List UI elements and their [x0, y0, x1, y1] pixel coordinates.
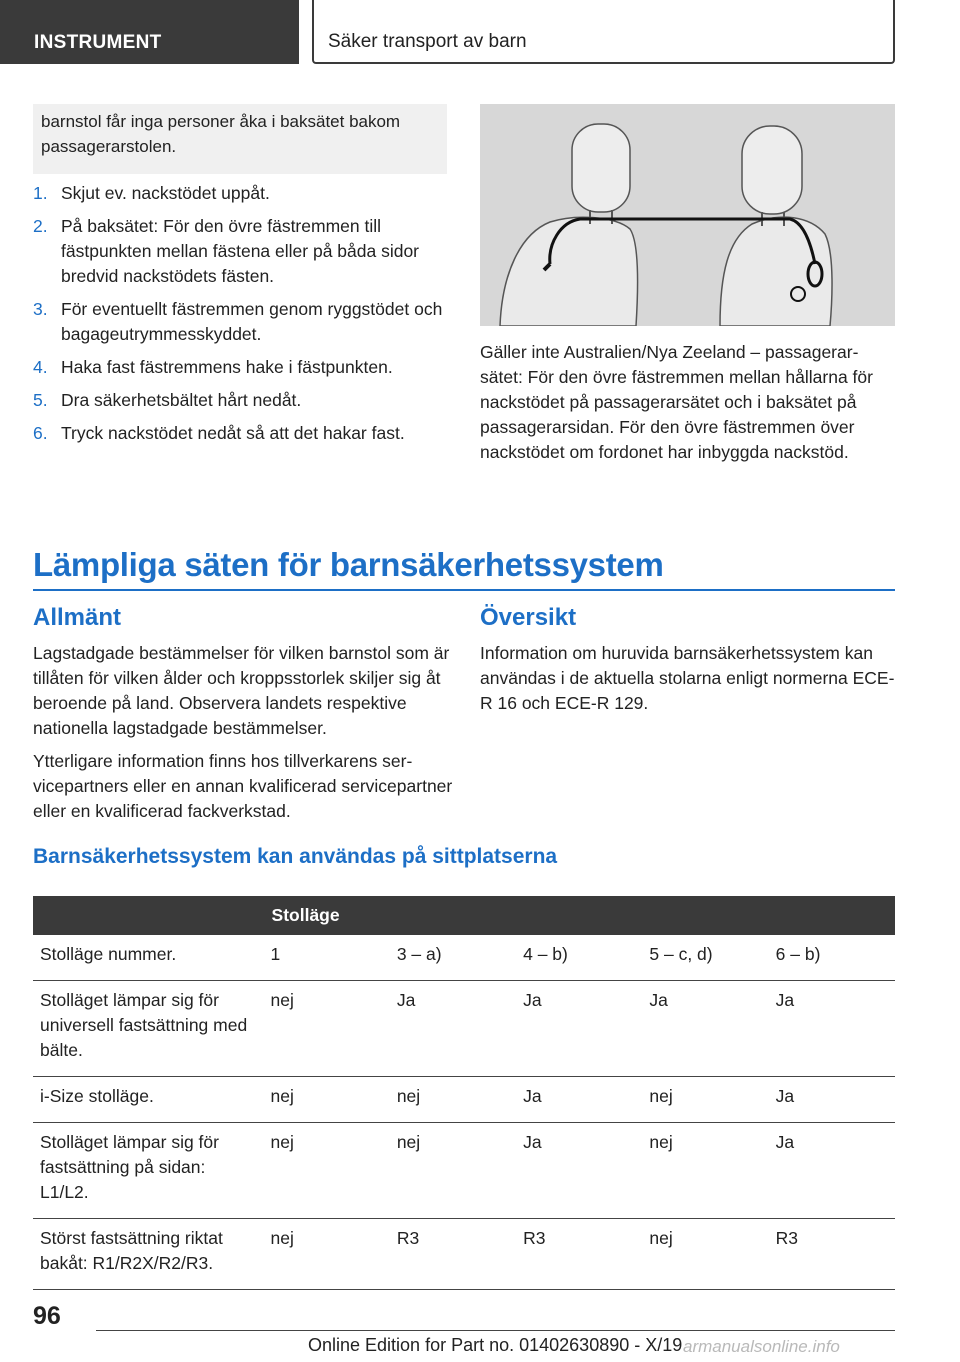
row-label: i-Size stolläge.	[33, 1077, 264, 1123]
list-item	[33, 421, 453, 446]
table-header-label: Stolläge	[264, 896, 895, 935]
general-paragraph-1: Lagstadgade bestämmelser för vilken barnstol som är tillåten för vilken ålder och kroppsstorlek skiljer sig åt beroende på land. Observera landets respektive nationella lagstadgade bestämmelser.	[33, 643, 450, 738]
step-text: Dra säkerhetsbältet hårt nedåt.	[61, 390, 302, 410]
steps-list	[33, 181, 453, 454]
section-title: Lämpliga säten för barnsäkerhetssystem	[33, 546, 664, 583]
table-heading: Barnsäkerhetssystem kan användas på sittplatserna	[33, 845, 558, 868]
footer-divider	[96, 1330, 895, 1331]
list-item	[33, 388, 453, 413]
row-label: Stolläget lämpar sig för universell fastsättning med bälte.	[33, 981, 264, 1077]
overview-heading: Översikt	[480, 604, 577, 631]
seating-positions-table	[33, 896, 895, 1290]
table-cell: R3	[390, 1219, 516, 1290]
headrest-strap-illustration	[480, 104, 895, 326]
section-label: INSTRUMENT	[34, 32, 162, 53]
note-box: barnstol får inga personer åka i baksätet bakom passagerarstolen.	[33, 104, 447, 174]
table-cell: nej	[642, 1077, 768, 1123]
table-cell: Ja	[642, 981, 768, 1077]
page-number: 96	[33, 1302, 61, 1330]
right-seat-back	[720, 217, 832, 326]
list-item	[33, 297, 453, 347]
table-row	[33, 1123, 895, 1219]
left-seat-back	[500, 217, 638, 326]
step-text: Haka fast fästremmens hake i fästpunkten.	[61, 357, 393, 377]
table-cell: Ja	[516, 1077, 642, 1123]
table-row	[33, 981, 895, 1077]
table-cell: nej	[264, 1123, 390, 1219]
table-cell: Ja	[769, 1123, 895, 1219]
table-cell: 3 – a)	[390, 935, 516, 981]
table-header-row	[33, 896, 895, 935]
table-row	[33, 1219, 895, 1290]
row-label: Stolläge nummer.	[33, 935, 264, 981]
overview-paragraph-1: Information om huruvida barnsäkerhetssystem kan användas i de aktuella stolarna enligt normerna ECE-R 16 och ECE-R 129.	[480, 643, 895, 713]
chapter-title: Säker transport av barn	[328, 31, 527, 52]
table-row	[33, 1077, 895, 1123]
table-cell: Ja	[390, 981, 516, 1077]
table-cell: R3	[516, 1219, 642, 1290]
table-cell: R3	[769, 1219, 895, 1290]
row-label: Stolläget lämpar sig för fastsättning på sidan: L1/L2.	[33, 1123, 264, 1219]
step-number: 6.	[33, 423, 48, 443]
table-cell: 4 – b)	[516, 935, 642, 981]
table-cell: Ja	[769, 981, 895, 1077]
step-text: För eventuellt fästremmen genom ryggstödet och bagageutrymmesskyddet.	[61, 299, 443, 344]
table-cell: 5 – c, d)	[642, 935, 768, 981]
left-headrest	[572, 124, 630, 212]
general-heading: Allmänt	[33, 604, 122, 631]
step-number: 5.	[33, 390, 48, 410]
table-row	[33, 935, 895, 981]
table-cell: nej	[390, 1123, 516, 1219]
list-item	[33, 214, 453, 289]
step-text: Tryck nackstödet nedåt så att det hakar fast.	[61, 423, 405, 443]
seat-headrest-illustration	[480, 104, 895, 326]
table-cell: nej	[642, 1123, 768, 1219]
section-tab	[0, 0, 299, 64]
list-item	[33, 355, 453, 380]
general-body	[33, 641, 453, 832]
step-number: 3.	[33, 299, 48, 319]
table-cell: Ja	[769, 1077, 895, 1123]
step-number: 2.	[33, 216, 48, 236]
general-paragraph-2: Ytterligare information finns hos tillverkarens servicepartners eller en annan kvalificerad servicepartner eller en kvalificerad fackverkstad.	[33, 751, 453, 821]
overview-body	[480, 641, 895, 724]
table-cell: Ja	[516, 981, 642, 1077]
row-label: Störst fastsättning riktat bakåt: R1/R2X/R2/R3.	[33, 1219, 264, 1290]
table-cell: nej	[642, 1219, 768, 1290]
watermark: armanualsonline.info	[683, 1337, 840, 1356]
chapter-header	[312, 0, 895, 64]
list-item	[33, 181, 453, 206]
step-number: 4.	[33, 357, 48, 377]
section-divider	[33, 589, 895, 591]
table-cell: nej	[264, 1077, 390, 1123]
table-cell: nej	[264, 1219, 390, 1290]
table-cell: 1	[264, 935, 390, 981]
step-number: 1.	[33, 183, 48, 203]
table-cell: Ja	[516, 1123, 642, 1219]
edition-info: Online Edition for Part no. 01402630890 - X/19	[308, 1335, 683, 1355]
table-cell: nej	[390, 1077, 516, 1123]
table-cell: 6 – b)	[769, 935, 895, 981]
step-text: På baksätet: För den övre fästremmen till fästpunkten mellan fästena eller på båda sidor bredvid nackstödets fästen.	[61, 216, 420, 286]
table-header-blank	[33, 896, 264, 935]
figure-caption: Gäller inte Australien/Nya Zeeland – passagerarsätet: För den övre fästremmen mellan hållarna för nackstödet på passagerarsätet och i baksätet på passagerarsidan. För den övre fästremmen över nackstödet om fordonet har inbyggda nackstöd.	[480, 342, 873, 462]
right-headrest	[742, 126, 802, 214]
table-cell: nej	[264, 981, 390, 1077]
step-text: Skjut ev. nackstödet uppåt.	[61, 183, 270, 203]
